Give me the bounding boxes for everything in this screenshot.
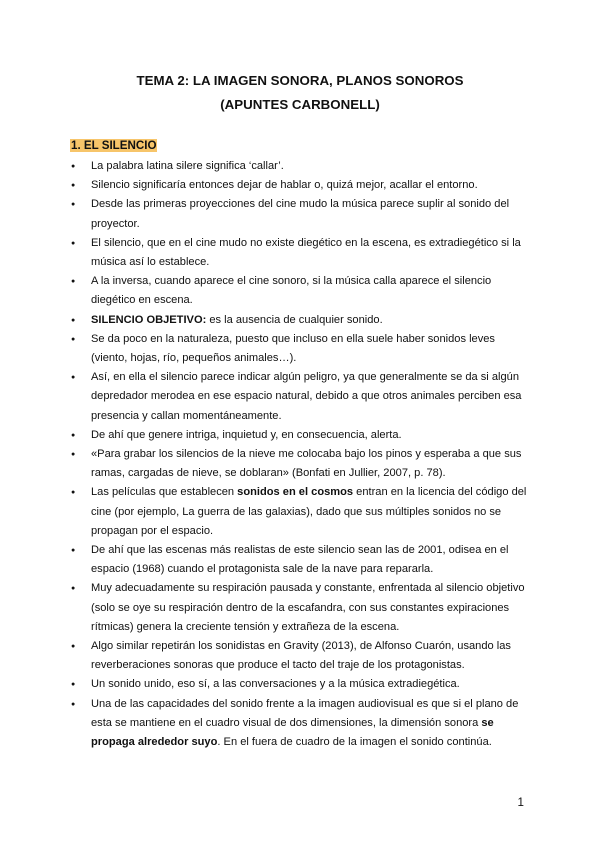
- bullet-item: [70, 272, 532, 310]
- bullet-text: Algo similar repetirán los sonidistas en Gravity (2013), de Alfonso Cuarón, usando las reverberaciones sonoras que produce el tacto del traje de los protagonistas.: [91, 640, 511, 672]
- bullet-item: [70, 311, 532, 330]
- section-heading: [70, 139, 157, 152]
- document-title-line-2: (APUNTES CARBONELL): [220, 97, 380, 112]
- bullet-text: De ahí que genere intriga, inquietud y, en consecuencia, alerta.: [91, 428, 402, 441]
- bullet-item: [70, 330, 532, 368]
- bullet-item: [70, 695, 532, 753]
- bullet-text: es la ausencia de cualquier sonido.: [206, 313, 383, 326]
- page-number: 1: [517, 796, 524, 809]
- bullet-text: Silencio significaría entonces dejar de hablar o, quizá mejor, acallar el entorno.: [91, 179, 478, 192]
- bullet-text: Un sonido unido, eso sí, a las conversaciones y a la música extradiegética.: [91, 678, 460, 691]
- bullet-item: [70, 445, 532, 483]
- bullet-list: [70, 157, 532, 752]
- bullet-text: Una de las capacidades del sonido frente a la imagen audiovisual es que si el plano de esta se mantiene en el cuadro visual de dos dimensiones, la dimensión sonora: [91, 697, 519, 729]
- bullet-bold-term: se propaga alrededor suyo: [91, 716, 494, 749]
- bullet-item: [70, 157, 532, 176]
- bullet-item: [70, 426, 532, 445]
- bullet-item: [70, 483, 532, 541]
- bullet-item: [70, 195, 532, 233]
- document-title-line-1: TEMA 2: LA IMAGEN SONORA, PLANOS SONOROS: [136, 73, 464, 88]
- bullet-bold-term: sonidos en el cosmos: [237, 486, 354, 499]
- bullet-item: [70, 541, 532, 579]
- bullet-text: . En el fuera de cuadro de la imagen el sonido continúa.: [217, 736, 492, 749]
- bullet-text: Así, en ella el silencio parece indicar algún peligro, ya que generalmente se da si algún depredador merodea en ese espacio natural, debido a que otros animales perciben esa presencia y callan momentáneamente.: [91, 371, 522, 422]
- bullet-text: De ahí que las escenas más realistas de este silencio sean las de 2001, odisea en el espacio (1968) cuando el protagonista sale de la nave para repararla.: [91, 544, 509, 576]
- bullet-text: entran en la licencia del código del cine (por ejemplo, La guerra de las galaxias), dado que sus múltiples sonidos no se propagan por el espacio.: [91, 486, 527, 537]
- section-heading-text: 1. EL SILENCIO: [71, 139, 157, 152]
- bullet-item: [70, 637, 532, 675]
- bullet-text: El silencio, que en el cine mudo no existe diegético en la escena, es extradiegético si la música así lo establece.: [91, 236, 521, 269]
- bullet-bold-term: SILENCIO OBJETIVO:: [91, 313, 207, 326]
- bullet-text: Se da poco en la naturaleza, puesto que incluso en ella suele haber sonidos leves (viento, hojas, río, pequeños animales…).: [91, 332, 495, 365]
- bullet-text: A la inversa, cuando aparece el cine sonoro, si la música calla aparece el silencio diegético en escena.: [91, 275, 492, 307]
- bullet-text: Desde las primeras proyecciones del cine mudo la música parece suplir al sonido del proyector.: [91, 198, 510, 230]
- bullet-text: Las películas que establecen: [91, 486, 238, 499]
- bullet-text: Muy adecuadamente su respiración pausada y constante, enfrentada al silencio objetivo (solo se oye su respiración dentro de la escafandra, con sus constantes expiraciones rítmicas) genera la creciente tensión y extrañeza de la escena.: [91, 582, 525, 633]
- bullet-item: [70, 176, 532, 195]
- bullet-text: La palabra latina silere significa ‘callar’.: [91, 160, 284, 172]
- bullet-item: [70, 675, 532, 694]
- bullet-item: [70, 368, 532, 426]
- bullet-item: [70, 234, 532, 272]
- bullet-item: [70, 579, 532, 637]
- bullet-text: «Para grabar los silencios de la nieve me colocaba bajo los pinos y esperaba a que sus ramas, cargadas de nieve, se doblaran» (Bonfati en Jullier, 2007, p. 78).: [91, 448, 522, 480]
